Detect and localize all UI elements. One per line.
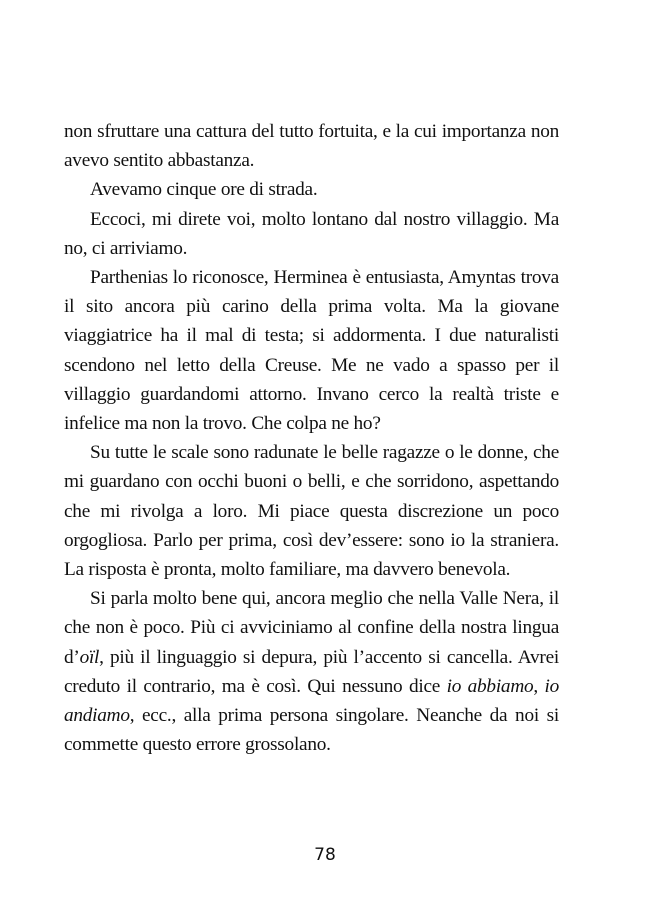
italic-io-andiamo: io andiamo	[64, 675, 559, 727]
paragraph-2: Avevamo cinque ore di strada.	[90, 179, 318, 201]
paragraph-3: Eccoci, mi direte voi, molto lontano dal nostro villaggio. Ma no, ci arriviamo.	[64, 208, 559, 259]
paragraph-6-text: ,	[533, 675, 545, 697]
italic-oil: oïl	[79, 646, 100, 668]
paragraph-6-text: , più il linguaggio si depura, più l’accento si cancella. Avrei creduto il contrario, ma è così. Qui nessuno dice	[64, 646, 559, 697]
paragraph-6	[64, 584, 559, 759]
paragraph-1: non sfruttare una cattura del tutto fortuita, e la cui importanza non avevo sentito abbastanza.	[64, 121, 559, 172]
paragraph-4: Parthenias lo riconosce, Herminea è entusiasta, Amyntas trova il sito ancora più carino della prima volta. Ma la giovane viaggiatrice ha il mal di testa; si addormenta. I due naturalisti scendono nel letto della Creuse. Me ne vado a spasso per il villaggio guardandomi attorno. Invano cerco la realtà triste e infelice ma non la trovo. Che colpa ne ho?	[64, 267, 559, 435]
paragraph-6-text: Si parla molto bene qui, ancora meglio che nella Valle Nera, il che non è poco. Più ci avviciniamo al confine della nostra lingua d’	[64, 588, 559, 668]
paragraph-5: Su tutte le scale sono radunate le belle ragazze o le donne, che mi guardano con occhi buoni o belli, e che sorridono, aspettando che mi rivolga a loro. Mi piace questa discrezione un poco orgogliosa. Parlo per prima, così dev’essere: sono io la straniera. La risposta è pronta, molto familiare, ma davvero benevola.	[64, 442, 559, 581]
body-text	[64, 117, 559, 759]
paragraph-6-text: , ecc., alla prima persona singolare. Neanche da noi si commette questo errore grossolano.	[64, 705, 559, 756]
page-number: 78	[314, 845, 336, 865]
italic-io-abbiamo: io abbiamo	[446, 675, 534, 697]
